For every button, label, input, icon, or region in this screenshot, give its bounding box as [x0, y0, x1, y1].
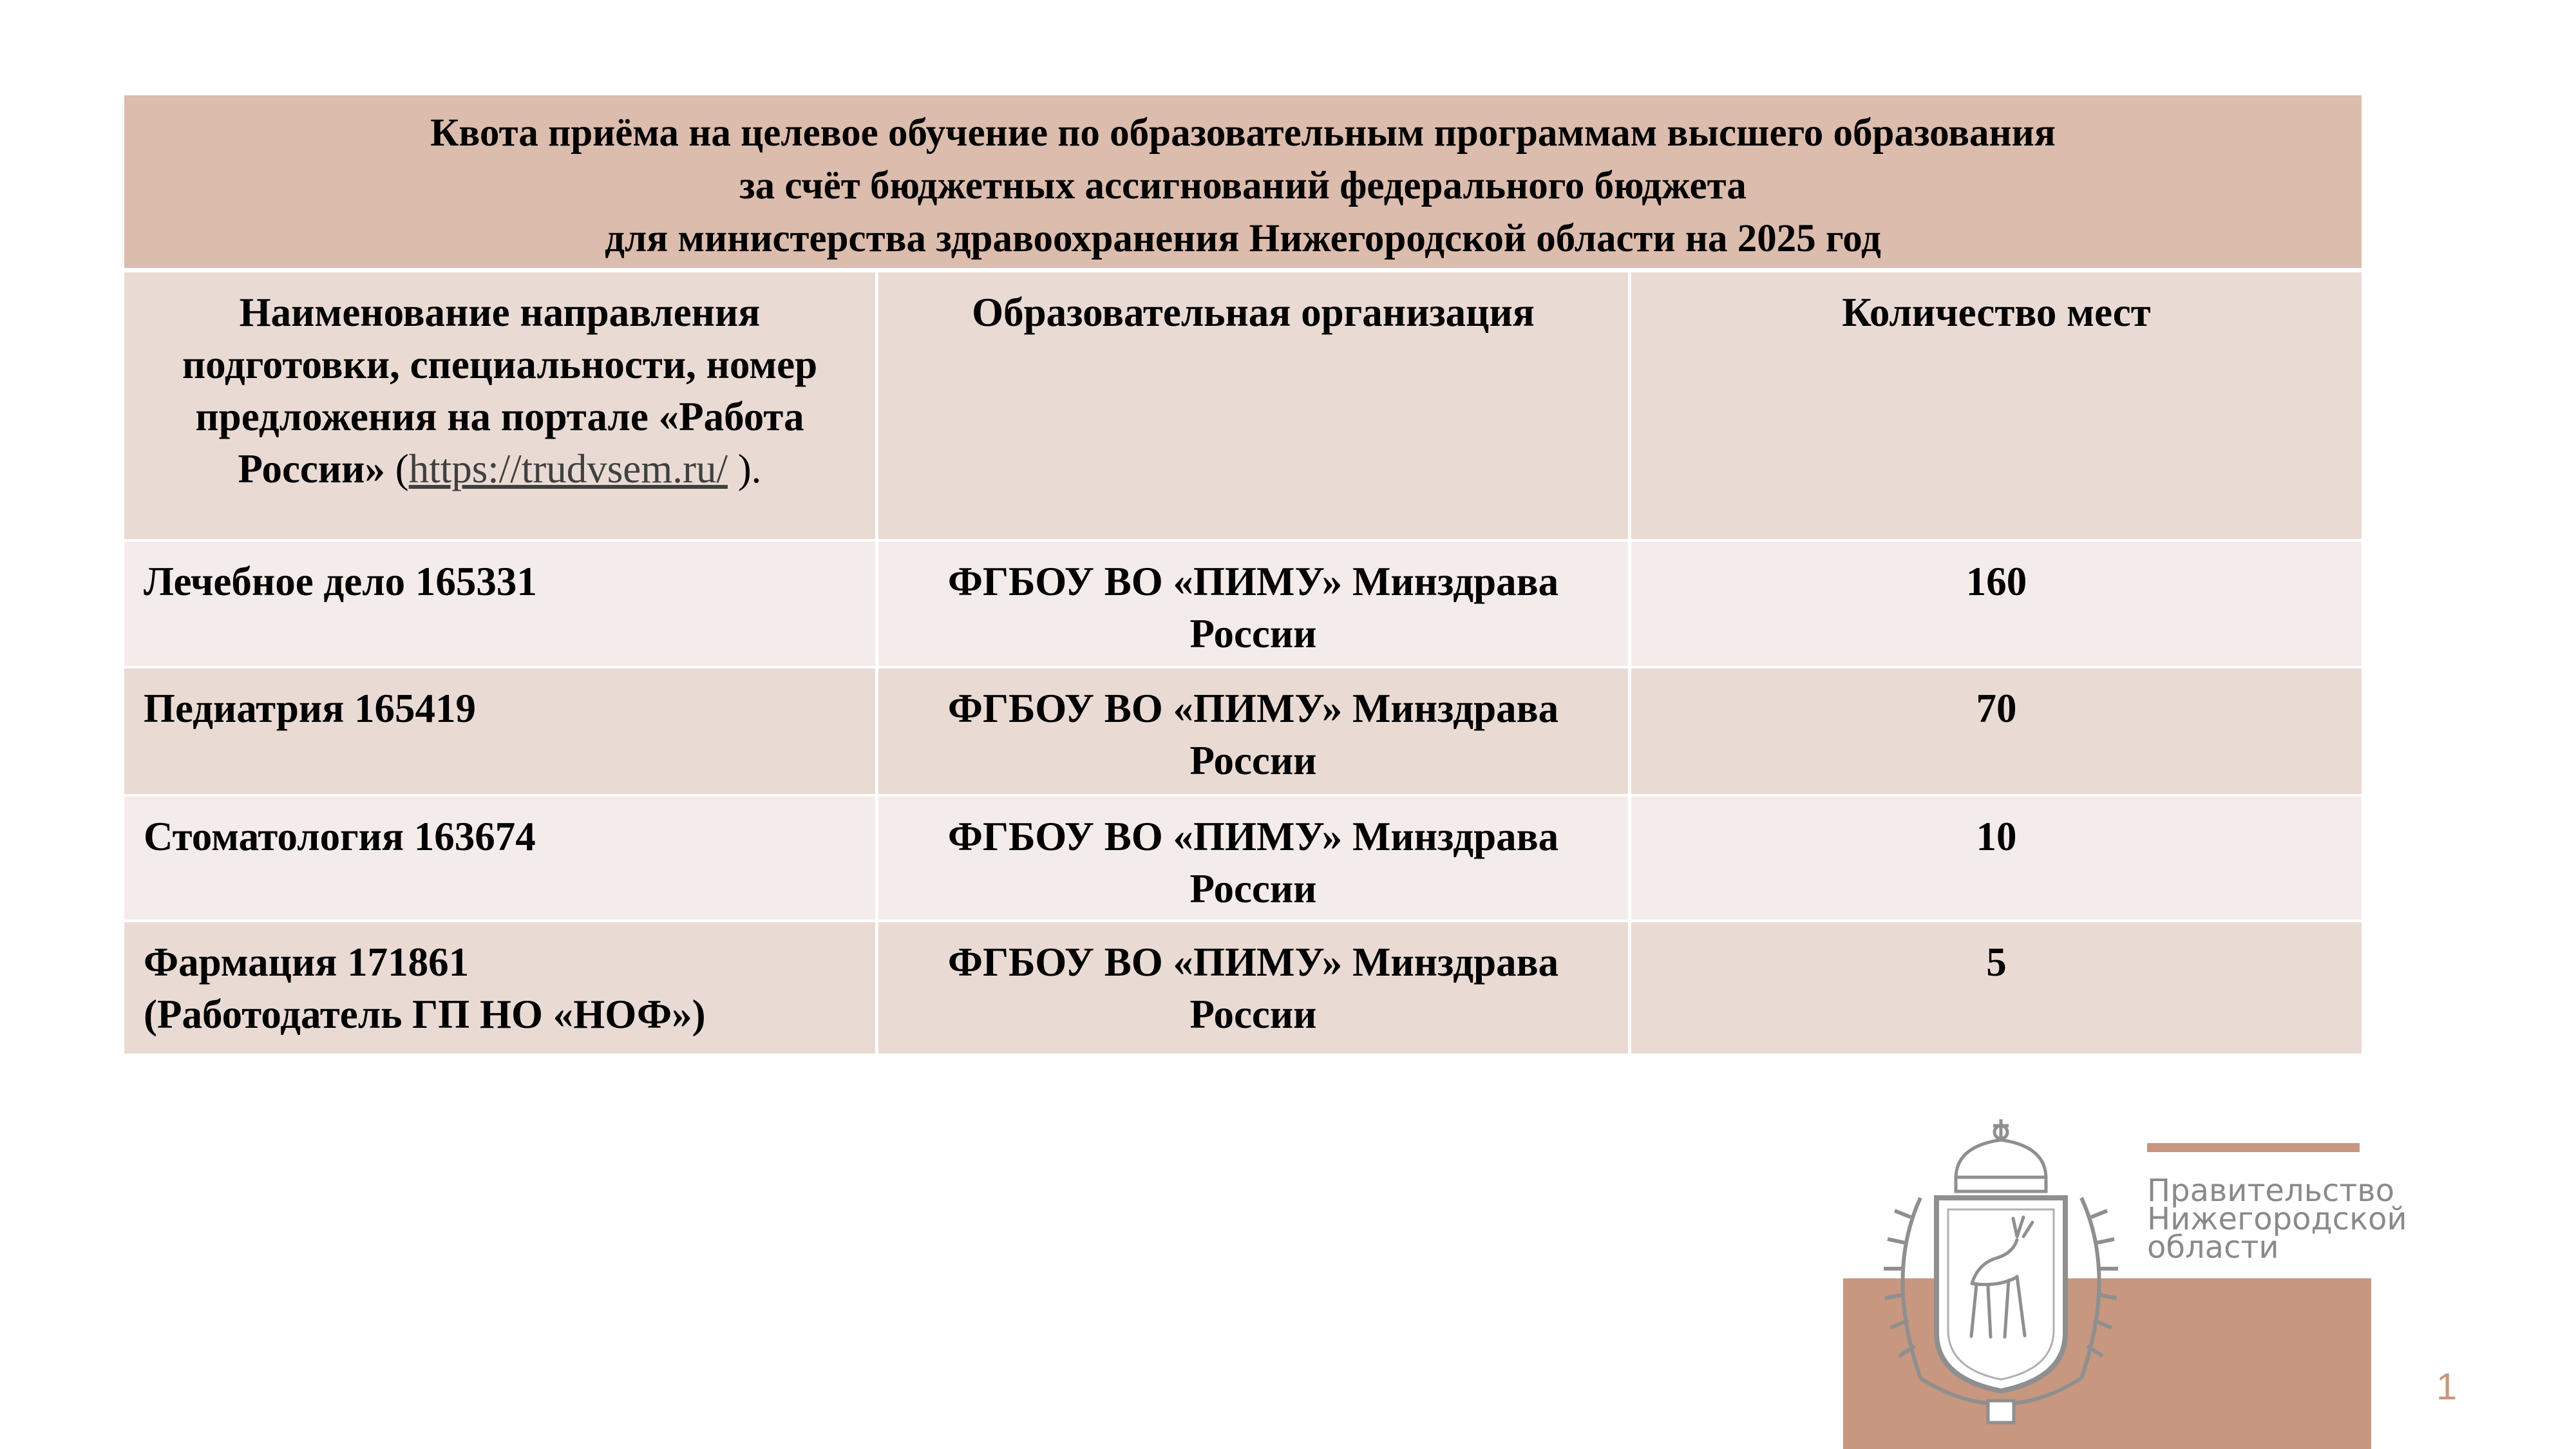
row-4-name-cell [124, 920, 875, 1054]
table-row [124, 539, 2362, 666]
logo-text [2147, 1173, 2407, 1265]
header-name-text: Наименование направления подготовки, специальности, номер предложения на портале «Работа России» [182, 290, 818, 491]
quota-table [124, 95, 2362, 1054]
table-title-line-3: для министерства здравоохранения Нижегородской области на 2025 год [605, 217, 1881, 260]
table-row [124, 794, 2362, 920]
row-2-count: 70 [1628, 666, 2362, 794]
row-4-name: Фармация 171861 [144, 940, 469, 985]
logo-text-line-1: Правительство [2147, 1173, 2394, 1209]
logo-accent-bar [2147, 1143, 2360, 1152]
coat-of-arms-icon [1859, 1108, 2143, 1443]
row-4-count: 5 [1628, 920, 2362, 1054]
trudvsem-link[interactable]: https://trudvsem.ru/ [408, 446, 728, 491]
page-number: 1 [2436, 1366, 2458, 1408]
table-title-line-1: Квота приёма на целевое обучение по образовательным программам высшего образования [430, 111, 2056, 155]
table-title [124, 95, 2362, 272]
header-org-cell: Образовательная организация [875, 272, 1628, 539]
table-header-row [124, 272, 2362, 539]
row-3-count: 10 [1628, 794, 2362, 920]
table-row [124, 920, 2362, 1054]
table-row [124, 666, 2362, 794]
header-name-paren-open: ( [384, 446, 409, 491]
row-4-name-line2: (Работодатель ГП НО «НОФ») [144, 992, 706, 1037]
row-1-count: 160 [1628, 539, 2362, 666]
row-1-org: ФГБОУ ВО «ПИМУ» Минздрава России [875, 539, 1628, 666]
row-1-name: Лечебное дело 165331 [124, 539, 875, 666]
row-3-name: Стоматология 163674 [124, 794, 875, 920]
table-title-line-2: за счёт бюджетных ассигнований федерального бюджета [739, 164, 1747, 207]
header-name-cell [124, 272, 875, 539]
row-2-org: ФГБОУ ВО «ПИМУ» Минздрава России [875, 666, 1628, 794]
row-2-name: Педиатрия 165419 [124, 666, 875, 794]
logo-text-line-3: области [2147, 1229, 2279, 1265]
row-3-org: ФГБОУ ВО «ПИМУ» Минздрава России [875, 794, 1628, 920]
header-count-cell: Количество мест [1628, 272, 2362, 539]
government-logo [1843, 1143, 2407, 1449]
header-name-paren-close: ). [727, 446, 762, 491]
logo-text-line-2: Нижегородской [2147, 1201, 2407, 1237]
row-4-org: ФГБОУ ВО «ПИМУ» Минздрава России [875, 920, 1628, 1054]
